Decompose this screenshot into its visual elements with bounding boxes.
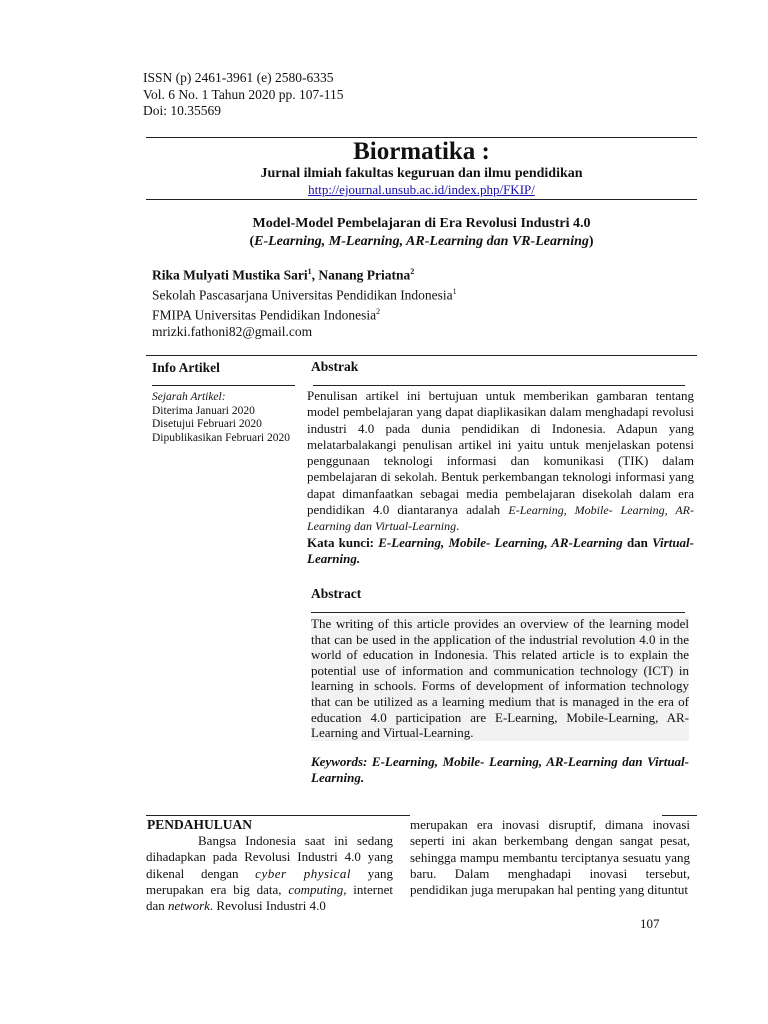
page-number: 107 (640, 916, 660, 931)
abstract-underline (311, 612, 685, 613)
abstract-heading: Abstract (311, 586, 362, 601)
affiliation-2: FMIPA Universitas Pendidikan Indonesia$^2$ (152, 307, 381, 323)
article-title: Model-Model Pembelajaran di Era Revolusi Industri 4.0 (252, 216, 591, 231)
intro-right-column: merupakan era inovasi disruptif, dimana inovasi seperti ini akan berkembang dengan sangat pesat, sehingga mampu membantu terciptanya sesuatu yang baru. Dalam menghadapi inovasi tersebut, pendidikan juga merupakan hal penting yang dituntut (410, 817, 690, 898)
journal-subtitle: Jurnal ilmiah fakultas keguruan dan ilmu pendidikan (260, 166, 583, 181)
info-underline (152, 385, 295, 386)
abstract-body: The writing of this article provides an overview of the learning model that can be used in the application of the industrial revolution 4.0 in the world of education in Indonesia. This related article is to explain the potential use of information and communication technology (ICT) in learning in schools. Forms of development of information technology that can be utilized as a learning medium that is managed in the era of education 4.0 participation are E-Learning, Mobile-Learning, AR-Learning and Virtual-Learning. (311, 616, 689, 741)
affiliation-1: Sekolah Pascasarjana Universitas Pendidikan Indonesia$^1$ (152, 287, 457, 303)
author-names: Rika Mulyati Mustika Sari$^1$, Nanang Priatna$^2$ (152, 267, 415, 283)
published-date: Dipublikasikan Februari 2020 (152, 431, 290, 444)
article-history (152, 391, 302, 445)
received-date: Diterima Januari 2020 (152, 404, 255, 417)
journal-url-link[interactable]: http://ejournal.unsub.ac.id/index.php/FKIP/ (308, 182, 535, 197)
intro-left-column: Bangsa Indonesia saat ini sedang dihadapkan pada Revolusi Industri 4.0 yang dikenal dengan cyber physical yang merupakan era big data, computing, internet dan network. Revolusi Industri 4.0 (146, 833, 394, 914)
author-email[interactable]: mrizki.fathoni82@gmail.com (152, 324, 313, 339)
keywords-english: Keywords: E-Learning, Mobile- Learning, AR-Learning dan Virtual-Learning. (311, 754, 689, 785)
abstrak-heading: Abstrak (311, 359, 359, 374)
section-rule-left (146, 815, 410, 816)
volume-text: Vol. 6 No. 1 Tahun 2020 pp. 107-115 (143, 86, 344, 102)
history-label: Sejarah Artikel: (152, 391, 226, 403)
pendahuluan-heading: PENDAHULUAN (147, 817, 253, 832)
author-block (152, 264, 457, 341)
journal-title: Biormatika : (353, 138, 490, 165)
abstrak-underline (313, 385, 685, 386)
header-bottom-rule (146, 199, 697, 200)
journal-meta (143, 70, 344, 120)
article-subtitle: (E-Learning, M-Learning, AR-Learning dan VR-Learning) (249, 234, 594, 249)
article-title-block (146, 215, 697, 251)
approved-date: Disetujui Februari 2020 (152, 418, 262, 431)
issn-text: ISSN (p) 2461-3961 (e) 2580-6335 (143, 70, 334, 85)
info-artikel-heading: Info Artikel (152, 360, 220, 375)
info-top-rule (146, 355, 697, 356)
abstrak-body: Penulisan artikel ini bertujuan untuk memberikan gambaran tentang model pembelajaran yang dapat diaplikasikan dalam menghadapi revolusi industri 4.0 pada dunia pendidikan di Indonesia. Adapun yang melatarbalakangi penulisan artikel ini yaitu untuk menjelaskan potensi penggunaan teknologi informasi dan komunikasi (TIK) dalam pembelajaran di sekolah. Bentuk perkembangan teknologi informasi yang dapat dimanfaatkan sebagai media pembelajaran disekolah dalam era pendidikan 4.0 diantaranya adalah E-Learning, Mobile- Learning, AR-Learning dan Virtual-Learning. Kata kunci: E-Learning, Mobile- Learning, AR-Learning dan Virtual-Learning. (307, 388, 695, 566)
kata-kunci: Kata kunci: E-Learning, Mobile- Learning, AR-Learning dan Virtual-Learning. (307, 534, 695, 566)
doi-text: Doi: 10.35569 (143, 103, 222, 118)
section-rule-right (662, 815, 697, 816)
